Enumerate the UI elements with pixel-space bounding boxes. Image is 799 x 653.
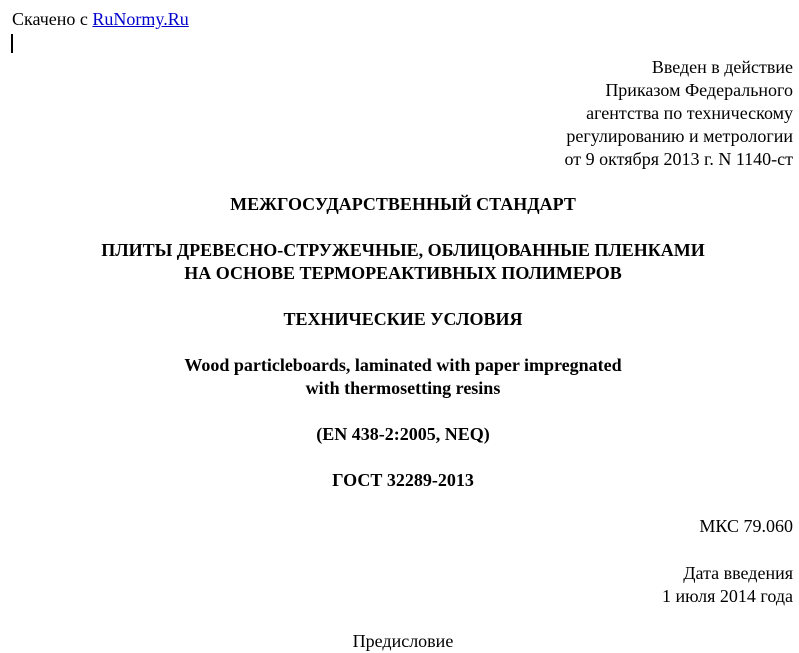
- intro-date-label: Дата введения: [683, 563, 793, 583]
- section-heading-preface: Предисловие: [352, 631, 454, 651]
- enacted-line-4: регулированию и метрологии: [566, 126, 793, 146]
- enacted-line-2: Приказом Федерального: [605, 80, 793, 100]
- title-en-line-1: Wood particleboards, laminated with paper impregnated: [184, 355, 622, 375]
- source-line: [12, 8, 189, 31]
- source-prefix: Скачено с: [12, 9, 93, 29]
- subtitle-ru: ТЕХНИЧЕСКИЕ УСЛОВИЯ: [283, 309, 523, 329]
- title-en-line-2: with thermosetting resins: [305, 378, 501, 398]
- title-ru-line-1: ПЛИТЫ ДРЕВЕСНО-СТРУЖЕЧНЫЕ, ОБЛИЦОВАННЫЕ ПЛЕНКАМИ: [101, 240, 705, 260]
- equivalence-note: (EN 438-2:2005, NEQ): [316, 424, 490, 444]
- gost-number: ГОСТ 32289-2013: [332, 470, 474, 490]
- enacted-line-3: агентства по техническому: [586, 103, 793, 123]
- mks-code: МКС 79.060: [699, 516, 793, 536]
- enacted-line-5: от 9 октября 2013 г. N 1140-ст: [564, 149, 793, 169]
- text-cursor: [11, 34, 13, 53]
- intro-date-value: 1 июля 2014 года: [662, 586, 793, 606]
- title-ru-line-2: НА ОСНОВЕ ТЕРМОРЕАКТИВНЫХ ПОЛИМЕРОВ: [184, 263, 622, 283]
- source-link[interactable]: RuNormy.Ru: [92, 9, 189, 29]
- standard-type-heading: МЕЖГОСУДАРСТВЕННЫЙ СТАНДАРТ: [230, 194, 576, 214]
- enacted-line-1: Введен в действие: [651, 57, 793, 77]
